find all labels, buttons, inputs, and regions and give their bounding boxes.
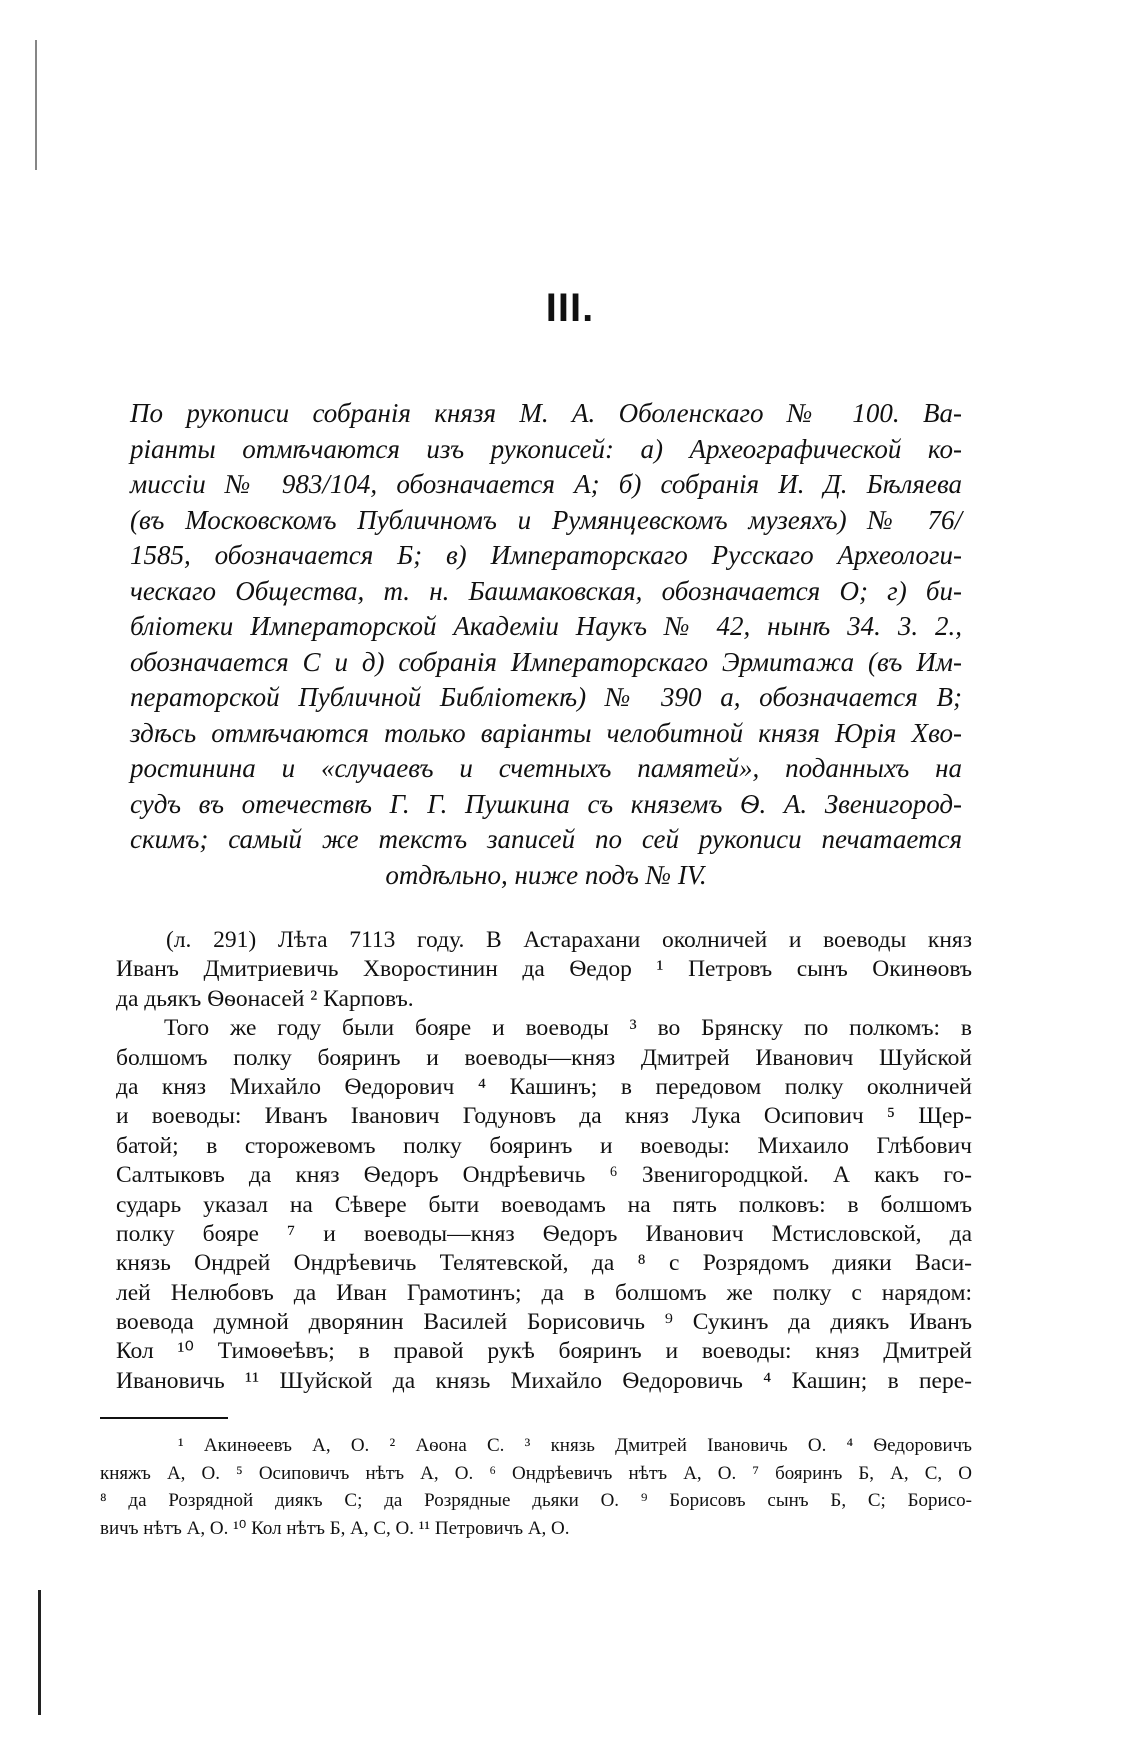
intro-paragraph: [130, 396, 962, 893]
intro-line: бліотеки Императорской Академіи Наукъ № 42, нынѣ 34. 3. 2.,: [130, 611, 962, 641]
body-line: лей Нелюбовъ да Иван Грамотинъ; да в болшомъ же полку с нарядом:: [116, 1279, 972, 1306]
body-line: воевода думной дворянин Василей Борисовичь ⁹ Сукинъ да диякъ Иванъ: [116, 1309, 972, 1336]
intro-line: ростинина и «случаевъ и счетныхъ памятей», поданныхъ на: [130, 753, 962, 783]
body-line: и воеводы: Иванъ Іванович Годуновъ да княз Лука Осипович ⁵ Щер-: [116, 1103, 972, 1130]
intro-line: скимъ; самый же текстъ записей по сей рукописи печатается: [130, 824, 962, 854]
body-line: Кол ¹⁰ Тимоѳеѣвъ; в правой рукѣ бояринъ и воеводы: княз Дмитрей: [116, 1338, 972, 1365]
footnote-line: княжъ А, О. ⁵ Осиповичъ нѣтъ А, О. ⁶ Ондрѣевичъ нѣтъ А, О. ⁷ бояринъ Б, А, С, О: [100, 1462, 972, 1484]
body-line: Того же году были бояре и воеводы ³ во Брянску по полкомъ: в: [164, 1015, 972, 1042]
intro-line: ческаго Общества, т. н. Башмаковская, обозначается О; г) би-: [130, 575, 962, 606]
body-line: Салтыковъ да княз Ѳедоръ Ондрѣевичь ⁶ Звенигородцкой. А какъ го-: [116, 1162, 972, 1189]
body-line: князь Ондрей Ондрѣевичь Телятевской, да ⁸ с Розрядомъ дияки Васи-: [116, 1250, 972, 1277]
intro-line: ператорской Публичной Библіотекѣ) № 390 а, обозначается В;: [130, 682, 962, 712]
intro-line: судъ въ отечествѣ Г. Г. Пушкина съ княземъ Ѳ. А. Звенигород-: [130, 788, 962, 819]
body-line: болшомъ полку бояринъ и воеводы—княз Дмитрей Иванович Шуйской: [116, 1044, 972, 1071]
body-line: да дьякъ Ѳѳонасей ² Карповъ.: [116, 985, 414, 1012]
intro-line: миссіи № 983/104, обозначается А; б) собранія И. Д. Бѣляева: [130, 469, 962, 499]
footnote-line: вичъ нѣтъ А, О. ¹⁰ Кол нѣтъ Б, А, С, О. ¹¹ Петровичъ А, О.: [100, 1517, 570, 1539]
intro-line: здѣсь отмѣчаются только варіанты челобитной князя Юрія Хво-: [130, 717, 962, 748]
footnote-line: ⁸ да Розрядной диякъ С; да Розрядные дьяки О. ⁹ Борисовъ сынъ Б, С; Борисо-: [100, 1490, 972, 1511]
intro-line: По рукописи собранія князя М. А. Оболенскаго № 100. Ва-: [130, 398, 962, 428]
body-line: Иванъ Дмитриевичь Хворостинин да Ѳедор ¹ Петровъ сынъ Окинѳовъ: [116, 956, 972, 983]
body-text: [116, 926, 972, 1396]
intro-line: обозначается С и д) собранія Императорскаго Эрмитажа (въ Им-: [130, 646, 962, 677]
body-line: полку бояре ⁷ и воеводы—княз Ѳедоръ Иванович Мстисловской, да: [116, 1220, 972, 1247]
intro-line: (въ Московскомъ Публичномъ и Румянцевскомъ музеяхъ) № 76/: [130, 504, 962, 535]
intro-line: отдѣльно, ниже подъ № IV.: [385, 859, 707, 890]
body-line: сударь указал на Сѣвере быти воеводамъ на пять полковъ: в болшомъ: [116, 1191, 972, 1218]
body-line: (л. 291) Лѣта 7113 году. В Астарахани околничей и воеводы княз: [166, 927, 972, 953]
footnote-rule: [100, 1417, 228, 1419]
body-line: батой; в сторожевомъ полку бояринъ и воеводы: Михаило Глѣбович: [116, 1132, 972, 1159]
intro-line: 1585, обозначается Б; в) Императорскаго Русскаго Археологи-: [130, 540, 962, 570]
body-line: Ивановичь ¹¹ Шуйской да князь Михайло Ѳедоровичь ⁴ Кашин; в пере-: [116, 1367, 972, 1394]
body-line: да княз Михайло Ѳедорович ⁴ Кашинъ; в передовом полку околничей: [116, 1073, 972, 1100]
scan-edge-top: [35, 40, 37, 170]
scan-edge-bottom: [38, 1590, 41, 1715]
footnote-line: ¹ Акинѳеевъ А, О. ² Аѳона С. ³ князь Дмитрей Івановичь О. ⁴ Ѳедоровичъ: [178, 1435, 972, 1456]
section-heading: III.: [545, 286, 595, 330]
intro-line: ріанты отмѣчаются изъ рукописей: а) Археографической ко-: [130, 433, 962, 464]
footnotes: [100, 1432, 972, 1542]
